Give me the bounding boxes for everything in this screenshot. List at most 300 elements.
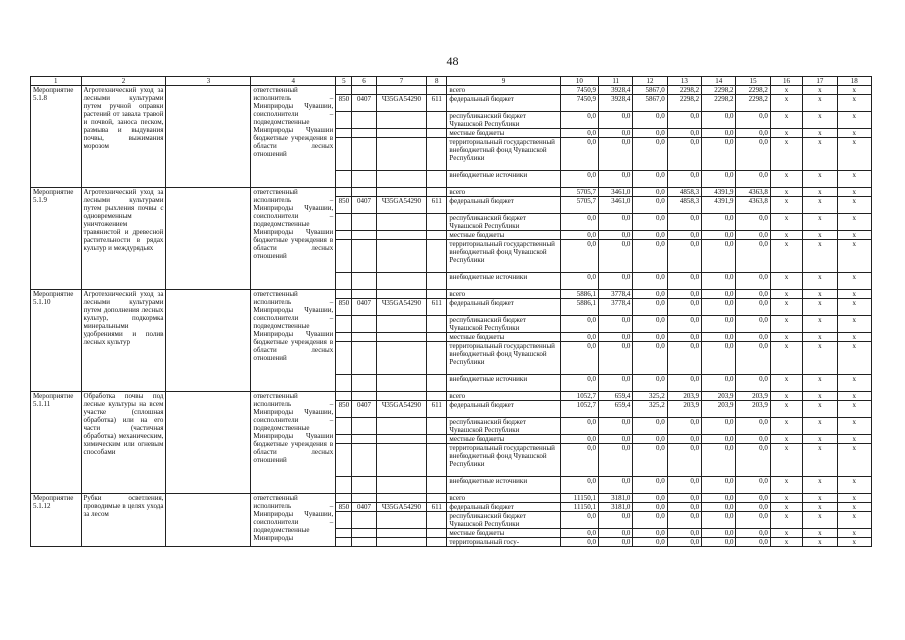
value-cell: 0,0	[633, 240, 667, 273]
code-grbs: 850	[336, 401, 352, 418]
code-cell	[336, 231, 352, 240]
value-cell: 0,0	[633, 273, 667, 290]
value-cell: x	[837, 503, 871, 512]
code-cell	[376, 316, 427, 333]
code-expense-type: 611	[427, 503, 447, 512]
code-cell	[352, 214, 376, 231]
table-row	[31, 86, 872, 95]
value-cell: 0,0	[702, 316, 736, 333]
value-cell: 0,0	[702, 299, 736, 316]
column-number: 5	[336, 77, 352, 86]
value-cell: 0,0	[667, 112, 701, 129]
value-cell: 2298,2	[702, 86, 736, 95]
event-name: Агротехнический уход за лесными культурами путем дополнения лесных культур, подкормка минеральными удобрениями и полив лесных культур	[81, 290, 166, 392]
code-cell	[427, 86, 447, 95]
value-cell: x	[837, 392, 871, 401]
code-cell	[427, 171, 447, 188]
code-cell	[376, 129, 427, 138]
funding-source: местные бюджеты	[447, 529, 560, 538]
funding-source: внебюджетные источники	[447, 273, 560, 290]
code-cell	[352, 392, 376, 401]
value-cell: 0,0	[667, 273, 701, 290]
value-cell: 0,0	[736, 240, 770, 273]
value-cell: 0,0	[633, 290, 667, 299]
value-cell: x	[837, 290, 871, 299]
value-cell: x	[770, 95, 802, 112]
value-cell: x	[770, 503, 802, 512]
value-cell: x	[837, 529, 871, 538]
value-cell: 659,4	[599, 401, 633, 418]
value-cell: x	[770, 444, 802, 477]
value-cell: 0,0	[702, 112, 736, 129]
value-cell: 0,0	[633, 299, 667, 316]
code-cell	[336, 477, 352, 494]
code-cell	[336, 392, 352, 401]
table-row	[31, 494, 872, 503]
value-cell: 0,0	[702, 512, 736, 529]
value-cell: 0,0	[560, 273, 598, 290]
value-cell: 0,0	[667, 240, 701, 273]
code-cell	[336, 129, 352, 138]
value-cell: 0,0	[702, 494, 736, 503]
value-cell: 0,0	[560, 529, 598, 538]
value-cell: x	[770, 86, 802, 95]
column-number: 9	[447, 77, 560, 86]
column-number: 10	[560, 77, 598, 86]
value-cell: 0,0	[736, 435, 770, 444]
column-number: 13	[667, 77, 701, 86]
funding-source: территориальный госу-	[447, 538, 560, 547]
event-number: Мероприятие 5.1.9	[31, 188, 82, 290]
value-cell: 0,0	[633, 444, 667, 477]
value-cell: x	[803, 86, 837, 95]
code-cell	[336, 418, 352, 435]
value-cell: 0,0	[599, 231, 633, 240]
code-cell	[352, 138, 376, 171]
code-target-article: Ч35GA54290	[376, 401, 427, 418]
value-cell: 0,0	[633, 512, 667, 529]
column-number: 16	[770, 77, 802, 86]
code-cell	[336, 273, 352, 290]
value-cell: 0,0	[667, 129, 701, 138]
funding-source: внебюджетные источники	[447, 171, 560, 188]
value-cell: x	[803, 333, 837, 342]
table-row	[31, 290, 872, 299]
value-cell: 3461,0	[599, 197, 633, 214]
event-name: Агротехнический уход за лесными культурами путем ручной оправки растений от завала травой и почвой, заноса песком, размыва и выдувания почвы, выжимания морозом	[81, 86, 166, 188]
code-section: 0407	[352, 503, 376, 512]
value-cell: 0,0	[736, 538, 770, 547]
value-cell: 0,0	[736, 529, 770, 538]
value-cell: x	[770, 290, 802, 299]
code-grbs: 850	[336, 197, 352, 214]
value-cell: 11150,1	[560, 494, 598, 503]
value-cell: x	[803, 503, 837, 512]
value-cell: x	[803, 273, 837, 290]
value-cell: x	[770, 333, 802, 342]
funding-source: территориальный государственный внебюджетный фонд Чувашской Республики	[447, 240, 560, 273]
empty-cell	[166, 392, 251, 494]
value-cell: x	[803, 342, 837, 375]
value-cell: 0,0	[560, 138, 598, 171]
value-cell: 0,0	[702, 538, 736, 547]
value-cell: x	[837, 401, 871, 418]
value-cell: 0,0	[667, 290, 701, 299]
value-cell: x	[837, 188, 871, 197]
funding-source: территориальный государственный внебюджетный фонд Чувашской Республики	[447, 138, 560, 171]
code-cell	[352, 435, 376, 444]
value-cell: x	[770, 112, 802, 129]
value-cell: 7450,9	[560, 95, 598, 112]
value-cell: 0,0	[560, 231, 598, 240]
value-cell: 2298,2	[736, 95, 770, 112]
table-row	[31, 392, 872, 401]
value-cell: 0,0	[736, 494, 770, 503]
value-cell: 0,0	[736, 444, 770, 477]
value-cell: 0,0	[736, 342, 770, 375]
value-cell: 2298,2	[702, 95, 736, 112]
funding-source: территориальный государственный внебюджетный фонд Чувашской Республики	[447, 342, 560, 375]
value-cell: x	[803, 197, 837, 214]
code-cell	[336, 494, 352, 503]
column-number: 7	[376, 77, 427, 86]
code-cell	[376, 444, 427, 477]
code-cell	[376, 538, 427, 547]
table-row	[31, 188, 872, 197]
value-cell: x	[837, 512, 871, 529]
code-cell	[352, 375, 376, 392]
funding-source: республиканский бюджет Чувашской Республики	[447, 214, 560, 231]
value-cell: 0,0	[560, 112, 598, 129]
value-cell: 0,0	[599, 138, 633, 171]
code-cell	[376, 290, 427, 299]
value-cell: 0,0	[736, 418, 770, 435]
value-cell: 3461,0	[599, 188, 633, 197]
value-cell: x	[770, 418, 802, 435]
value-cell: 0,0	[633, 188, 667, 197]
code-cell	[427, 477, 447, 494]
funding-source: республиканский бюджет Чувашской Республики	[447, 418, 560, 435]
column-number: 8	[427, 77, 447, 86]
code-cell	[376, 392, 427, 401]
value-cell: 0,0	[702, 214, 736, 231]
value-cell: 325,2	[633, 401, 667, 418]
value-cell: 0,0	[599, 112, 633, 129]
column-number: 17	[803, 77, 837, 86]
code-cell	[336, 138, 352, 171]
code-cell	[352, 494, 376, 503]
code-cell	[336, 290, 352, 299]
value-cell: 0,0	[633, 197, 667, 214]
code-cell	[336, 171, 352, 188]
code-cell	[427, 214, 447, 231]
value-cell: 3928,4	[599, 86, 633, 95]
value-cell: 0,0	[702, 375, 736, 392]
funding-source: местные бюджеты	[447, 129, 560, 138]
value-cell: x	[837, 112, 871, 129]
value-cell: x	[770, 240, 802, 273]
code-cell	[376, 273, 427, 290]
column-number: 11	[599, 77, 633, 86]
value-cell: 0,0	[736, 290, 770, 299]
funding-source: федеральный бюджет	[447, 503, 560, 512]
value-cell: 0,0	[702, 477, 736, 494]
value-cell: 0,0	[667, 375, 701, 392]
value-cell: x	[837, 299, 871, 316]
code-cell	[427, 316, 447, 333]
code-cell	[352, 418, 376, 435]
value-cell: 0,0	[633, 494, 667, 503]
empty-cell	[166, 494, 251, 547]
value-cell: 5886,1	[560, 290, 598, 299]
funding-source: всего	[447, 188, 560, 197]
value-cell: 0,0	[633, 418, 667, 435]
value-cell: 0,0	[736, 375, 770, 392]
code-cell	[336, 529, 352, 538]
funding-source: республиканский бюджет Чувашской Республики	[447, 112, 560, 129]
value-cell: x	[803, 290, 837, 299]
value-cell: 5705,7	[560, 197, 598, 214]
code-cell	[376, 171, 427, 188]
value-cell: 0,0	[667, 529, 701, 538]
value-cell: 0,0	[599, 375, 633, 392]
value-cell: x	[803, 444, 837, 477]
value-cell: 0,0	[702, 342, 736, 375]
value-cell: x	[837, 494, 871, 503]
funding-source: всего	[447, 290, 560, 299]
funding-source: федеральный бюджет	[447, 299, 560, 316]
event-name: Агротехнический уход за лесными культурами путем рыхления почвы с одновременным уничтожением травянистой и древесной растительности в рядах культур и междурядьях	[81, 188, 166, 290]
code-cell	[427, 342, 447, 375]
value-cell: 0,0	[560, 418, 598, 435]
code-section: 0407	[352, 401, 376, 418]
code-cell	[352, 477, 376, 494]
value-cell: x	[770, 538, 802, 547]
value-cell: 0,0	[633, 503, 667, 512]
code-cell	[427, 273, 447, 290]
value-cell: x	[837, 342, 871, 375]
value-cell: x	[837, 418, 871, 435]
code-cell	[427, 240, 447, 273]
code-cell	[427, 188, 447, 197]
code-grbs: 850	[336, 503, 352, 512]
code-cell	[336, 86, 352, 95]
code-cell	[427, 231, 447, 240]
value-cell: 0,0	[702, 273, 736, 290]
value-cell: 0,0	[702, 240, 736, 273]
funding-source: федеральный бюджет	[447, 401, 560, 418]
column-number: 18	[837, 77, 871, 86]
column-number: 1	[31, 77, 82, 86]
funding-source: республиканский бюджет Чувашской Республики	[447, 316, 560, 333]
value-cell: x	[803, 112, 837, 129]
code-cell	[352, 333, 376, 342]
value-cell: 0,0	[560, 129, 598, 138]
value-cell: 0,0	[667, 418, 701, 435]
value-cell: 0,0	[736, 231, 770, 240]
value-cell: 0,0	[702, 418, 736, 435]
column-number: 15	[736, 77, 770, 86]
funding-source: местные бюджеты	[447, 333, 560, 342]
value-cell: 0,0	[667, 494, 701, 503]
code-section: 0407	[352, 197, 376, 214]
code-target-article: Ч35GA54290	[376, 299, 427, 316]
code-cell	[427, 418, 447, 435]
funding-source: республиканский бюджет Чувашской Республики	[447, 512, 560, 529]
code-cell	[352, 512, 376, 529]
value-cell: 203,9	[667, 392, 701, 401]
value-cell: x	[770, 299, 802, 316]
code-cell	[376, 214, 427, 231]
value-cell: x	[837, 86, 871, 95]
value-cell: 0,0	[599, 129, 633, 138]
value-cell: 0,0	[633, 435, 667, 444]
value-cell: 0,0	[667, 214, 701, 231]
value-cell: 4391,9	[702, 188, 736, 197]
value-cell: 0,0	[633, 214, 667, 231]
value-cell: x	[837, 95, 871, 112]
event-number: Мероприятие 5.1.12	[31, 494, 82, 547]
value-cell: 0,0	[599, 342, 633, 375]
event-number: Мероприятие 5.1.8	[31, 86, 82, 188]
value-cell: 0,0	[599, 273, 633, 290]
value-cell: 0,0	[736, 316, 770, 333]
value-cell: 2298,2	[667, 95, 701, 112]
funding-source: территориальный государственный внебюджетный фонд Чувашской Республики	[447, 444, 560, 477]
value-cell: x	[837, 171, 871, 188]
value-cell: 0,0	[560, 435, 598, 444]
value-cell: x	[803, 240, 837, 273]
value-cell: x	[770, 316, 802, 333]
value-cell: 4363,8	[736, 188, 770, 197]
value-cell: 0,0	[702, 290, 736, 299]
value-cell: 0,0	[633, 538, 667, 547]
value-cell: 0,0	[667, 138, 701, 171]
code-expense-type: 611	[427, 95, 447, 112]
column-number: 12	[633, 77, 667, 86]
value-cell: 0,0	[560, 214, 598, 231]
value-cell: x	[837, 477, 871, 494]
value-cell: 203,9	[736, 401, 770, 418]
code-cell	[336, 512, 352, 529]
value-cell: 0,0	[633, 138, 667, 171]
value-cell: x	[803, 95, 837, 112]
value-cell: 0,0	[736, 138, 770, 171]
value-cell: 0,0	[599, 171, 633, 188]
value-cell: x	[803, 375, 837, 392]
value-cell: x	[770, 512, 802, 529]
value-cell: 203,9	[702, 401, 736, 418]
value-cell: 0,0	[702, 138, 736, 171]
code-section: 0407	[352, 95, 376, 112]
value-cell: x	[803, 477, 837, 494]
code-cell	[336, 538, 352, 547]
value-cell: 203,9	[736, 392, 770, 401]
code-cell	[427, 112, 447, 129]
value-cell: x	[770, 529, 802, 538]
value-cell: x	[770, 231, 802, 240]
code-cell	[336, 342, 352, 375]
value-cell: x	[770, 197, 802, 214]
code-expense-type: 611	[427, 197, 447, 214]
code-cell	[376, 342, 427, 375]
value-cell: x	[770, 401, 802, 418]
event-number: Мероприятие 5.1.11	[31, 392, 82, 494]
funding-source: федеральный бюджет	[447, 197, 560, 214]
value-cell: 0,0	[667, 538, 701, 547]
value-cell: 0,0	[560, 375, 598, 392]
value-cell: 0,0	[702, 333, 736, 342]
event-name: Рубки осветления, проводимые в целях ухода за лесом	[81, 494, 166, 547]
value-cell: 0,0	[736, 129, 770, 138]
code-cell	[336, 316, 352, 333]
responsible-executor: ответственный исполнитель – Минприроды Чувашии, соисполнители – подведомственные Минприроды Чувашии бюджетные учреждения в области лесных отношений	[251, 86, 336, 188]
value-cell: x	[803, 512, 837, 529]
page-number: 48	[446, 54, 459, 68]
value-cell: 0,0	[667, 342, 701, 375]
code-cell	[376, 112, 427, 129]
value-cell: 0,0	[736, 299, 770, 316]
empty-cell	[166, 290, 251, 392]
code-cell	[427, 138, 447, 171]
code-cell	[427, 392, 447, 401]
value-cell: x	[837, 316, 871, 333]
value-cell: x	[837, 231, 871, 240]
value-cell: 0,0	[736, 503, 770, 512]
value-cell: 0,0	[560, 512, 598, 529]
value-cell: 0,0	[599, 418, 633, 435]
value-cell: 0,0	[702, 503, 736, 512]
code-cell	[427, 444, 447, 477]
value-cell: 3181,0	[599, 494, 633, 503]
code-grbs: 850	[336, 299, 352, 316]
value-cell: 0,0	[560, 333, 598, 342]
event-number: Мероприятие 5.1.10	[31, 290, 82, 392]
code-cell	[427, 529, 447, 538]
value-cell: 0,0	[667, 503, 701, 512]
value-cell: 0,0	[560, 240, 598, 273]
code-cell	[352, 444, 376, 477]
value-cell: x	[837, 273, 871, 290]
code-cell	[376, 375, 427, 392]
value-cell: x	[837, 538, 871, 547]
code-expense-type: 611	[427, 299, 447, 316]
value-cell: 0,0	[702, 529, 736, 538]
value-cell: x	[770, 214, 802, 231]
value-cell: 0,0	[667, 477, 701, 494]
value-cell: 659,4	[599, 392, 633, 401]
value-cell: 0,0	[736, 333, 770, 342]
value-cell: 0,0	[633, 342, 667, 375]
code-cell	[352, 112, 376, 129]
value-cell: 0,0	[560, 538, 598, 547]
value-cell: x	[837, 197, 871, 214]
value-cell: x	[770, 188, 802, 197]
value-cell: x	[803, 392, 837, 401]
value-cell: 0,0	[599, 316, 633, 333]
value-cell: x	[803, 418, 837, 435]
value-cell: 0,0	[599, 444, 633, 477]
code-cell	[352, 240, 376, 273]
code-target-article: Ч35GA54290	[376, 95, 427, 112]
code-cell	[427, 290, 447, 299]
value-cell: 203,9	[667, 401, 701, 418]
code-cell	[352, 290, 376, 299]
value-cell: 0,0	[633, 129, 667, 138]
code-grbs: 850	[336, 95, 352, 112]
value-cell: x	[837, 240, 871, 273]
event-name: Обработка почвы под лесные культуры на всем участке (сплошная обработка) или на его части (частичная обработка) механическим, химическим или огневым способами	[81, 392, 166, 494]
